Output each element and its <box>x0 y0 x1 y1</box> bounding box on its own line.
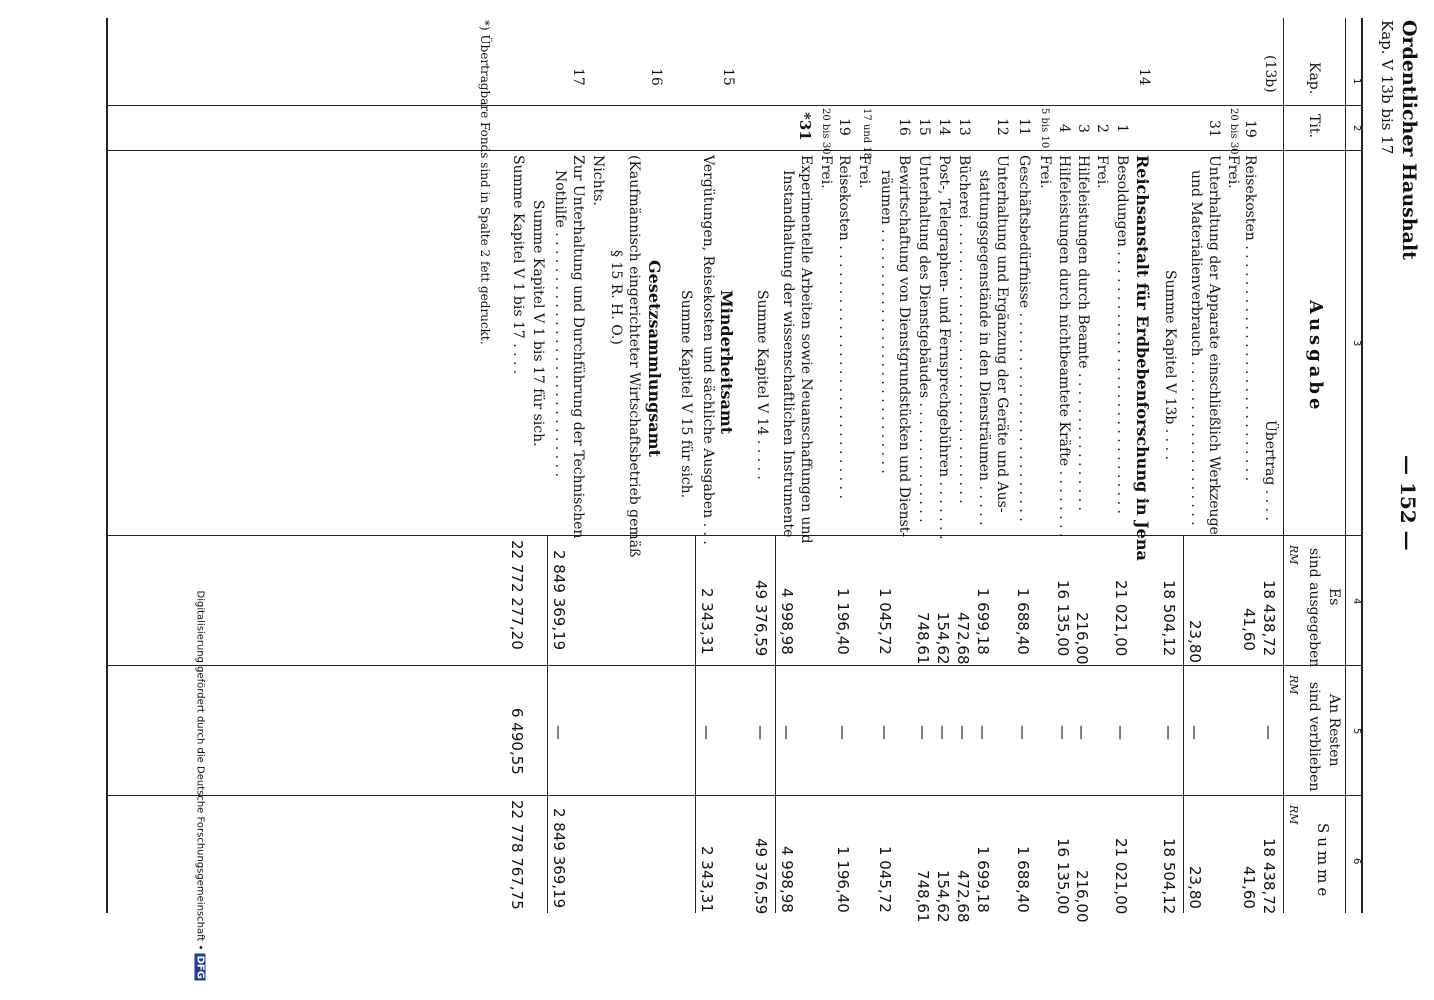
kaufm-l2: § 15 R. H. O.) <box>608 250 624 345</box>
unterhaltung-l1: Unterhaltung der Apparate einschließlich Werkzeuge <box>1206 155 1222 535</box>
page-subtitle: Kap. V 13b bis 17 <box>1378 20 1396 155</box>
top-rule <box>1361 18 1363 913</box>
tit-20-30b: 20 bis 30 <box>820 108 831 155</box>
frei-1: Frei. <box>1225 155 1241 189</box>
post: Post-, Telegraphen- und Fernsprechgebühren . . . . . . . <box>936 155 952 540</box>
digitization-sidebar <box>0 590 206 1000</box>
reichsanstalt-heading: Reichsanstalt für Erdbebenforschung in Jena <box>1133 155 1152 561</box>
c4-gesch: 1 688,40 <box>1014 588 1032 655</box>
header-col5-l2: sind verblieben <box>1306 682 1322 792</box>
c5-buech: — <box>954 725 972 740</box>
c4-buech: 472,68 <box>954 612 972 665</box>
c4-summe14: 49 376,59 <box>752 580 770 657</box>
header-kap: Kap. <box>1306 62 1322 95</box>
c6-gesch: 1 688,40 <box>1014 846 1032 913</box>
c6-summe14: 49 376,59 <box>752 838 770 915</box>
c4-summe13b: 18 504,12 <box>1160 580 1178 657</box>
header-col4-l2: sind ausgegeben <box>1306 548 1322 668</box>
col-line-2 <box>108 150 1363 151</box>
bottom-rule <box>106 18 108 913</box>
c4-unterh13: 23,80 <box>1186 620 1204 663</box>
summe-15: Summe Kapitel V 15 für sich. <box>678 290 694 499</box>
c6-notv: 2 849 369,19 <box>550 808 568 909</box>
unterh-dienst: Unterhaltung des Dienstgebäudes . . . . . . . . . . . . . . <box>916 155 932 523</box>
sidebar-text: Digitalisierung gefördert durch die Deutsche Forschungsgemeinschaft • DFG <box>194 590 206 979</box>
summe-14: Summe Kapitel V 14 . . . . . <box>754 290 770 480</box>
sum-rule-13b <box>1183 535 1184 913</box>
c6-geraete: 1 699,18 <box>974 846 992 913</box>
gesetzsammlungsamt-heading: Gesetzsammlungsamt <box>645 260 664 457</box>
header-ausgabe: Ausgabe <box>1305 300 1326 414</box>
tit-19a: 19 <box>1242 120 1258 138</box>
c4-reise14: 1 196,40 <box>834 588 852 655</box>
c5-verg: — <box>698 725 716 740</box>
c5-hilfeb: — <box>1073 725 1091 740</box>
col-line-1 <box>108 105 1363 106</box>
tit-31b: *31 <box>796 112 814 141</box>
experiment-l1: Experimentelle Arbeiten sowie Neuanschaffungen und <box>798 155 814 544</box>
c5-unterh13: — <box>1186 725 1204 740</box>
frei-5: Frei. <box>818 155 834 189</box>
header-tit: Tit. <box>1306 114 1322 138</box>
c4-geraete: 1 699,18 <box>974 588 992 655</box>
c5-notv: — <box>550 725 568 740</box>
c6-exp: 4 998,98 <box>778 846 796 913</box>
bewirt-l2: räumen . . . . . . . . . . . . . . . . . . . . . . . . . . . . <box>878 170 894 474</box>
unit-col6: RM <box>1287 805 1300 825</box>
colnum-6: 6 <box>1351 858 1362 865</box>
c5-geraete: — <box>974 725 992 740</box>
c5-summe13b: — <box>1160 725 1178 740</box>
colnum-1: 1 <box>1351 78 1362 85</box>
kaufm-l1: (Kaufmännisch eingerichteter Wirtschaftsbetrieb gemäß <box>626 155 642 558</box>
unterhaltung-l2: und Materialienverbrauch . . . . . . . . . . . . . . . . . . . <box>1188 170 1204 526</box>
tit-2: 2 <box>1094 124 1110 133</box>
col-line-3 <box>108 535 1363 536</box>
tit-11: 11 <box>1016 118 1032 136</box>
c5-besold: — <box>1112 725 1130 740</box>
frei-4: Frei. <box>856 155 872 189</box>
header-rule <box>1283 18 1284 913</box>
unit-col4: RM <box>1287 545 1300 565</box>
tit-12: 12 <box>994 118 1010 136</box>
hilfe-beamte: Hilfeleistungen durch Beamte . . . . . . . . . . . . . . . . <box>1075 155 1091 511</box>
tit-3: 3 <box>1075 124 1091 133</box>
kap-14: 14 <box>1136 68 1152 86</box>
c6-reise13: 41,60 <box>1240 866 1258 909</box>
tit-15: 15 <box>916 118 932 136</box>
c4-uebertrag: 18 438,72 <box>1260 580 1278 657</box>
c5-total: 6 490,55 <box>508 708 526 775</box>
sum-rule-14 <box>775 535 776 913</box>
reisekosten-14: Reisekosten . . . . . . . . . . . . . . . . . . . . . . . . . . . . . <box>836 155 852 499</box>
c4-post: 154,62 <box>934 612 952 665</box>
c4-dienst: 748,61 <box>914 612 932 665</box>
c5-exp: — <box>778 725 796 740</box>
notv-l1: Zur Unterhaltung und Durchführung der Technischen <box>570 155 586 539</box>
sum-rule-17 <box>547 535 548 913</box>
c5-summe14: — <box>752 725 770 740</box>
colnum-3: 3 <box>1351 340 1362 347</box>
besoldungen: Besoldungen . . . . . . . . . . . . . . . . . . . . . . . . . . . . . . <box>1114 155 1130 514</box>
tit-5-10: 5 bis 10 <box>1039 108 1050 149</box>
c5-hilfen: — <box>1054 725 1072 740</box>
c5-gesch: — <box>1014 725 1032 740</box>
hilfe-nicht: Hilfeleistungen durch nichtbeamtete Kräfte . . . . . . . . <box>1056 155 1072 538</box>
c6-dienst: 748,61 <box>914 870 932 923</box>
c4-hilfen: 16 135,00 <box>1054 580 1072 657</box>
footnote: *) Übertragbare Fonds sind in Spalte 2 fett gedruckt. <box>478 20 492 345</box>
tit-20-30a: 20 bis 30 <box>1228 108 1239 155</box>
header-col5-l1: An Resten <box>1326 694 1342 767</box>
buecherei: Bücherei . . . . . . . . . . . . . . . . . . . . . . . . . . . . . . . . <box>956 155 972 504</box>
tit-14: 14 <box>936 118 952 136</box>
uebertrag-label: Übertrag . . . . <box>1262 420 1278 521</box>
tit-16: 16 <box>896 118 912 136</box>
colnum-2: 2 <box>1351 125 1362 132</box>
summe-1-17: Summe Kapitel V 1 bis 17 . . . . <box>510 155 526 375</box>
tit-4: 4 <box>1056 124 1072 133</box>
c6-summe13b: 18 504,12 <box>1160 838 1178 915</box>
c4-reise13: 41,60 <box>1240 608 1258 651</box>
nichts: Nichts. <box>590 155 606 206</box>
c4-besold: 21 021,00 <box>1112 580 1130 657</box>
c4-total: 22 772 277,20 <box>508 540 526 650</box>
summe-1-17-sich: Summe Kapitel V 1 bis 17 für sich. <box>530 200 546 447</box>
c5-bewirt: — <box>876 725 894 740</box>
colnum-rule <box>1345 18 1346 913</box>
notv-l2: Nothilfe . . . . . . . . . . . . . . . . . . . . . . . . . . . . <box>552 170 568 477</box>
c6-hilfeb: 216,00 <box>1073 870 1091 923</box>
geschaeft: Geschäftsbedürfnisse . . . . . . . . . . . . . . . . . . . . . . . . <box>1016 155 1032 522</box>
verguetungen: Vergütungen, Reisekosten und sächliche Ausgaben . . . <box>700 155 716 545</box>
colnum-4: 4 <box>1351 598 1362 605</box>
c6-reise14: 1 196,40 <box>834 846 852 913</box>
dfg-logo: DFG <box>194 955 206 979</box>
c6-hilfen: 16 135,00 <box>1054 838 1072 915</box>
c4-notv: 2 849 369,19 <box>550 550 568 651</box>
reisekosten-13: Reisekosten . . . . . . . . . . . . . . . . . . . . . . . . . . . <box>1242 155 1258 482</box>
c4-bewirt: 1 045,72 <box>876 588 894 655</box>
c6-total: 22 778 767,75 <box>508 800 526 910</box>
bewirt-l1: Bewirtschaftung von Dienstgrundstücken und Dienst- <box>896 155 912 538</box>
experiment-l2: Instandhaltung der wissenschaftlichen Instrumente <box>780 170 796 538</box>
minderheitsamt-heading: Minderheitsamt <box>717 290 736 435</box>
c5-uebertrag: — <box>1260 725 1278 740</box>
unterh-geraete-l2: stattungsgegenstände in den Diensträumen . . . . . <box>976 170 992 526</box>
c4-hilfeb: 216,00 <box>1073 612 1091 665</box>
sum-rule-15 <box>695 535 696 913</box>
colnum-5: 5 <box>1351 728 1362 735</box>
page-number: — 152 — <box>1396 455 1420 551</box>
c6-verg: 2 343,31 <box>698 846 716 913</box>
tit-31a: 31 <box>1206 120 1222 138</box>
tit-17-18: 17 und 18 <box>861 108 872 160</box>
kap-16: 16 <box>648 68 664 86</box>
tit-19b: 19 <box>836 118 852 136</box>
kap-13b: (13b) <box>1262 55 1278 93</box>
tit-1: 1 <box>1114 124 1130 133</box>
c4-verg: 2 343,31 <box>698 588 716 655</box>
summe-13b: Summe Kapitel V 13b . . . . <box>1162 270 1178 460</box>
frei-3: Frei. <box>1037 155 1053 189</box>
unterh-geraete-l1: Unterhaltung und Ergänzung der Geräte und Aus- <box>994 155 1010 513</box>
c6-besold: 21 021,00 <box>1112 838 1130 915</box>
col-line-4 <box>108 665 1363 666</box>
c6-uebertrag: 18 438,72 <box>1260 838 1278 915</box>
header-col6: Summe <box>1314 823 1332 901</box>
c6-bewirt: 1 045,72 <box>876 846 894 913</box>
c5-reise14: — <box>834 725 852 740</box>
kap-17: 17 <box>570 68 586 86</box>
c6-buech: 472,68 <box>954 870 972 923</box>
header-col4-l1: Es <box>1326 588 1342 606</box>
c6-post: 154,62 <box>934 870 952 923</box>
unit-col5: RM <box>1287 675 1300 695</box>
c4-exp: 4 998,98 <box>778 588 796 655</box>
c5-post: — <box>934 725 952 740</box>
frei-2: Frei. <box>1094 155 1110 189</box>
kap-15: 15 <box>720 68 736 86</box>
c6-unterh13: 23,80 <box>1186 866 1204 909</box>
page-title: Ordentlicher Haushalt <box>1398 20 1420 260</box>
col-line-5 <box>108 795 1363 796</box>
tit-13: 13 <box>956 118 972 136</box>
c5-dienst: — <box>914 725 932 740</box>
